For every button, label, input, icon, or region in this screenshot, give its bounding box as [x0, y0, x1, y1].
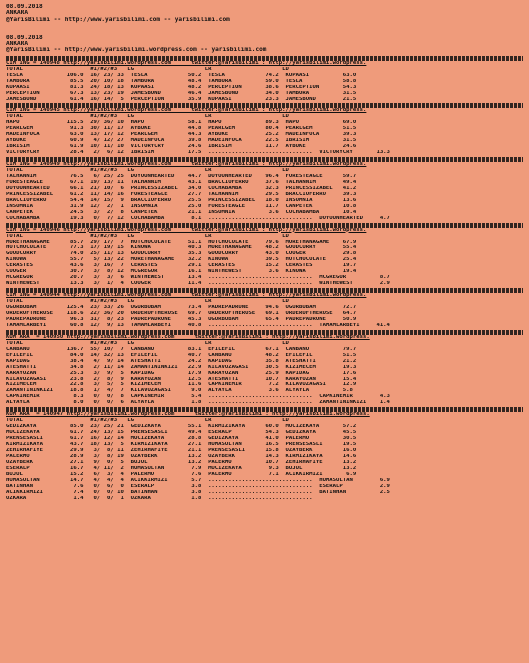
- table-row: KINOWA 55.7 5/ 13/ 22 MORETHANAGAME 32.2 KINOWA 39.5 HOTCHOCOLATE 25.4: [6, 257, 357, 263]
- table-row: PEARLGEM 91.3 30/ 11/ 17 AYBUKE 44.8 PEARLGEM 80.4 PEARLGEM 51.5: [6, 126, 357, 132]
- race-title: CIM ING = 140948 http://yarisbilimi.wordpress.com twitter:@YarisBilimi : http://yarisbilimi.wordpress.: [6, 60, 367, 66]
- header-line: @YarisBilimi -- http://www.yarisbilimi.com -- yarisbilimi.com: [6, 16, 230, 23]
- block-spacer: [6, 23, 523, 35]
- table-row: MORETHANAGAME 85.7 29/ 17/ 7 HOTCHOCOLATE 51.1 HOTCHOCOLATE 79.6 MORETHANAGAME 67.9: [6, 239, 357, 245]
- table-row: KAPIDAG 38.4 4/ 9/ 14 ATESHATTI 24.2 KAPIDAG 35.8 ATESHATTI 21.2: [6, 358, 357, 364]
- hash-separator: [6, 157, 523, 162]
- table-header: TOTAL #1/#2/#3 LG LR LD: [6, 233, 289, 239]
- table-row: PERCEPTION 67.3 13/ 23/ 19 JAMESBOND 46.4 JAMESBOND 34.0 TAMBORA 31.5: [6, 90, 357, 96]
- table-row: WINTHEWEST 13.3 3/ 1/ 4 COOGER 11.4 ............................... WINTHEWEST 2.9: [6, 281, 390, 287]
- table-row: ATESHATTI 34.8 2/ 11/ 14 ZAMANTININKIZI 22.9 KILAVUZAGASI 30.5 KIZIMECEM 19.3: [6, 364, 357, 370]
- header-block: [6, 35, 523, 54]
- table-row: BUJUL 15.2 6/ 3/ 4 PALERMO 7.6 PALERMO 7.1 ACIKKIRMIZI 6.9: [6, 471, 357, 477]
- race-title: CIM ING = 140946 http://yarisbilimi.wordpress.com twitter:@YarisBilimi : http://yarisbilimi.wordpress.: [6, 227, 367, 233]
- header-line: 08.09.2018: [6, 4, 43, 10]
- table-header: TOTAL #1/#2/#3 LG LR LD: [6, 299, 289, 305]
- table-row: CERASTES 43.6 3/ 16/ 7 CERASTES 29.1 CERASTES 15.2 CERASTES 19.7: [6, 263, 357, 269]
- table-header: TOTAL #1/#2/#3 LG LR LD: [6, 114, 289, 120]
- hash-separator: [6, 103, 523, 108]
- race-section: [6, 330, 523, 406]
- table-row: HAPO 115.5 29/ 36/ 10 HAPO 58.1 HAPO 89.3 HAPO 69.0: [6, 120, 357, 126]
- table-header: TOTAL #1/#2/#3 LG LR LD: [6, 66, 289, 72]
- table-row: COCHABAMBA 19.3 0/ 7/ 12 COCHABAMBA 8.1 ............................... DOYOUNHEARTED 4.7: [6, 215, 390, 221]
- table-header: TOTAL #1/#2/#3 LG LR LD: [6, 340, 289, 346]
- table-row: MCGREGOR 20.7 3/ 3/ 6 WINTHEWEST 13.4 ............................... MCGREGOR 8.7: [6, 275, 390, 281]
- table-row: TESLA 106.0 16/ 23/ 33 TESLA 50.2 TESLA 74.2 KUPAASI 63.0: [6, 72, 357, 78]
- table-row: EFILEFIL 84.0 14/ 32/ 13 EFILEFIL 40.7 CANBANU 48.2 EFILEFIL 51.5: [6, 352, 357, 358]
- hash-separator: [6, 288, 523, 293]
- race-title: CIM ING = 140945 http://yarisbilimi.wordpress.com twitter:@YarisBilimi : http://yarisbilimi.wordpress.: [6, 108, 367, 114]
- table-row: IBRISIM 61.9 10/ 11/ 10 VICTORYCRY 24.6 IBRISIM 11.7 AYBUKE 24.6: [6, 144, 357, 150]
- table-row: CANPETEK 24.5 3/ 2/ 8 CANPETEK 21.1 INSOMNIA 3.6 COCHABAMBA 10.4: [6, 209, 357, 215]
- table-row: ZAMANTININKIZI 18.8 1/ 4/ 7 KILAVUZAGASI 9.0 ALYAYLA 3.6 ALYAYLA 5.8: [6, 388, 353, 394]
- table-row: VICTORYCRY 28.4 2/ 6/ 12 IBRISIM 17.5 ............................... VICTORYCRY 13.3: [6, 150, 390, 156]
- table-row: FORESTEAGLE 67.1 19/ 13/ 11 TALHANNIM 43.1 BRACCIOFERRO 37.6 TALHANNIM 49.4: [6, 179, 357, 185]
- table-row: ESERALP 16.7 4/ 11/ 2 HUMASULTAN 7.9 MUCIZEKAYA 9.3 BUJUL 13.2: [6, 465, 357, 471]
- table-row: KARAYOZAN 25.3 3/ 9/ 5 KAPIDAG 17.9 KARAYOZAN 25.9 KAPIDAG 17.6: [6, 370, 357, 376]
- hash-separator: [6, 56, 523, 61]
- table-row: KUPAASI 81.3 24/ 18/ 13 KUPAASI 48.2 PERCEPTION 38.6 PERCEPTION 54.3: [6, 84, 357, 90]
- table-header: TOTAL #1/#2/#3 LG LR LD: [6, 168, 289, 174]
- table-row: ACIKKIRMIZI 7.4 0/ 0/ 10 BATINHAN 3.8 ............................... BATINHAN 2.5: [6, 489, 390, 495]
- table-row: KILAVUZAGASI 23.8 2/ 8/ 9 KARAYOZAN 12.5 ATESHATTI 10.7 KARAYOZAN 15.4: [6, 376, 357, 382]
- table-row: KIZIMECEM 22.8 3/ 5/ 5 KIZIMECEM 11.6 CAPKINEMIR 7.2 KILAVUZAGASI 12.9: [6, 382, 357, 388]
- table-row: PRINCESSIZABEL 61.2 11/ 14/ 16 FORESTEAGLE 27.7 TALHANNIM 29.5 BRACCIOFERRO 39.3: [6, 191, 357, 197]
- table-row: GOODCURRY 74.0 25/ 11/ 13 GOODCURRY 35.3 GOODCURRY 43.0 COOGER 29.8: [6, 251, 357, 257]
- header-block: [6, 4, 523, 23]
- table-row: ZEHIRHAFIYE 29.9 3/ 8/ 11 ZEHIRHAFIYE 21.1 PRENSESASLI 15.8 OZAYBERK 16.0: [6, 448, 357, 454]
- race-section: [6, 103, 523, 156]
- table-row: CANBANU 136.7 55/ 10/ 7 CANBANU 83.1 EFILEFIL 67.1 CANBANU 79.7: [6, 346, 357, 352]
- race-title: CIM ING = 140944 http://yarisbilimi.wordpress.com twitter:@YarisBilimi : http://yarisbilimi.wordpress.: [6, 293, 367, 299]
- table-row: HUMASULTAN 14.7 4/ 4/ 4 ACIKKIRMIZI 5.7 ............................... HUMASULTAN 6.9: [6, 477, 390, 483]
- table-row: AYBUKE 60.9 4/ 12/ 27 MADEINFOCA 39.8 MADEINFOCA 22.5 IBRISIM 31.5: [6, 138, 357, 144]
- table-row: PRENSESASLI 61.7 16/ 12/ 14 MUCIZEKAYA 28.8 GEDIZKAYA 41.0 PALERMO 30.5: [6, 436, 357, 442]
- table-row: INSOMNIA 31.9 12/ 2/ 1 INSOMNIA 25.0 FORESTEAGLE 11.7 CANPETEK 10.8: [6, 203, 357, 209]
- table-header: TOTAL #1/#2/#3 LG LR LD: [6, 418, 289, 424]
- table-row: CAPKINEMIR 8.3 0/ 0/ 8 CAPKINEMIR 5.4 ............................... CAPKINEMIR 4.3: [6, 394, 390, 400]
- table-row: PALERMO 28.9 3/ 8/ 19 OZAYBERK 13.2 OZAYBERK 14.3 KIRMIZIKAYA 14.6: [6, 453, 357, 459]
- table-row: UGURBUBAM 125.4 23/ 33/ 26 UGURBUBAM 73.4 PADREPADRONE 94.6 UGURBUBAM 72.7: [6, 305, 357, 311]
- table-row: BATINHAN 7.6 0/ 6/ 0 ESERALP 3.8 ............................... ESERALP 2.9: [6, 483, 390, 489]
- block-spacer: [6, 54, 523, 55]
- table-row: JAMESBOND 61.4 16/ 14/ 5 PERCEPTION 35.9 KUPAASI 23.3 JAMESBOND 21.5: [6, 96, 357, 102]
- table-row: COOGER 30.7 3/ 8/ 12 MCGREGOR 16.1 WINTHEWEST 3.6 KINOWA 19.4: [6, 269, 357, 275]
- table-row: KIRMIZIKAYA 43.7 18/ 13/ 5 KIRMIZIKAYA 27.1 HUMASULTAN 16.5 PRENSESASLI 19.5: [6, 442, 357, 448]
- header-line: ANKARA: [6, 41, 29, 48]
- hash-separator: [6, 223, 523, 228]
- table-row: ORDEROFTHEROSE 118.6 22/ 36/ 20 ORDEROFTHEROSE 69.7 ORDEROFTHEROSE 69.1 ORDEROFTHEROSE 64.7: [6, 311, 357, 316]
- race-section: [6, 407, 523, 501]
- race-section: [6, 157, 523, 222]
- race-section: [6, 288, 523, 329]
- table-row: ALYAYLA 8.0 0/ 0/ 6 ALYAYLA 1.8 ............................... ZAMANTININKIZI 1.4: [6, 400, 390, 406]
- table-row: TALHANNIM 76.5 6/ 25/ 25 DOYOUNHEARTED 44.7 DOYOUNHEARTED 96.4 FORESTEAGLE 59.7: [6, 173, 357, 179]
- race-section: [6, 56, 523, 103]
- table-row: PADREPADRONE 96.3 31/ 8/ 23 PADREPADRONE 45.3 UGURBUBAM 65.4 PADREPADRONE 50.9: [6, 316, 357, 322]
- table-row: MUCIZEKAYA 61.7 24/ 13/ 15 PRENSESASLI 49.4 ESERALP 54.3 GEDIZKAYA 45.5: [6, 430, 357, 436]
- table-row: OZAYBERK 27.1 9/ 0/ 5 BUJUL 13.2 PALERMO 10.7 ZEHIRHAFIYE 13.2: [6, 459, 357, 465]
- race-section: [6, 223, 523, 288]
- header-line: ANKARA: [6, 10, 29, 17]
- table-row: HOTCHOCOLATE 77.3 17/ 19/ 15 KINOWA 40.3 MORETHANAGAME 48.2 GOODCURRY 55.4: [6, 245, 357, 251]
- table-row: BRACCIOFERRO 54.4 14/ 15/ 9 BRACCIOFERRO 25.5 PRINCESSIZABEL 18.0 INSOMNIA 13.6: [6, 197, 357, 203]
- table-row: GEDIZKAYA 85.0 23/ 25/ 21 GEDIZKAYA 55.1 KIRMIZIKAYA 60.0 MUCIZEKAYA 57.2: [6, 424, 357, 430]
- hash-separator: [6, 330, 523, 335]
- table-row: OZKARA 1.4 0/ 0/ 1 OZKARA 1.8 ...............................: [6, 495, 313, 501]
- table-row: MADEINFOCA 63.0 13/ 17/ 12 PEARLGEM 44.3 AYBUKE 25.2 MADEINFOCA 39.3: [6, 132, 357, 138]
- hash-separator: [6, 407, 523, 412]
- race-title: CIM ING = 140949 http://yarisbilimi.wordpress.com twitter:@YarisBilimi : http://yarisbilimi.wordpress.: [6, 162, 367, 168]
- race-title: KUM ARA = 140950 http://yarisbilimi.wordpress.com twitter:@YarisBilimi : http://yarisbilimi.wordpress.: [6, 334, 370, 340]
- table-row: TAMAMLARBEYI 60.8 12/ 9/ 13 TAMAMLARBEYI 40.8 ............................... TAMAMLARBEYI 41.4: [6, 322, 390, 328]
- header-line: 08.09.2018: [6, 34, 43, 41]
- race-title: KUM ARA = 140947 http://yarisbilimi.wordpress.com twitter:@YarisBilimi : http://yarisbilimi.wordpress.: [6, 412, 370, 418]
- table-row: TAMBORA 85.5 20/ 10/ 18 TAMBORA 48.4 TAMBORA 59.0 TESLA 58.8: [6, 78, 357, 84]
- table-row: DOYOUNHEARTED 66.1 21/ 10/ 6 PRINCESSIZABEL 34.0 COCHABAMBA 32.3 PRINCESSIZABEL 41.2: [6, 185, 357, 191]
- header-line: @YarisBilimi -- http://www.yarisbilimi.wordpress.com -- yarisbilimi.com: [6, 47, 267, 54]
